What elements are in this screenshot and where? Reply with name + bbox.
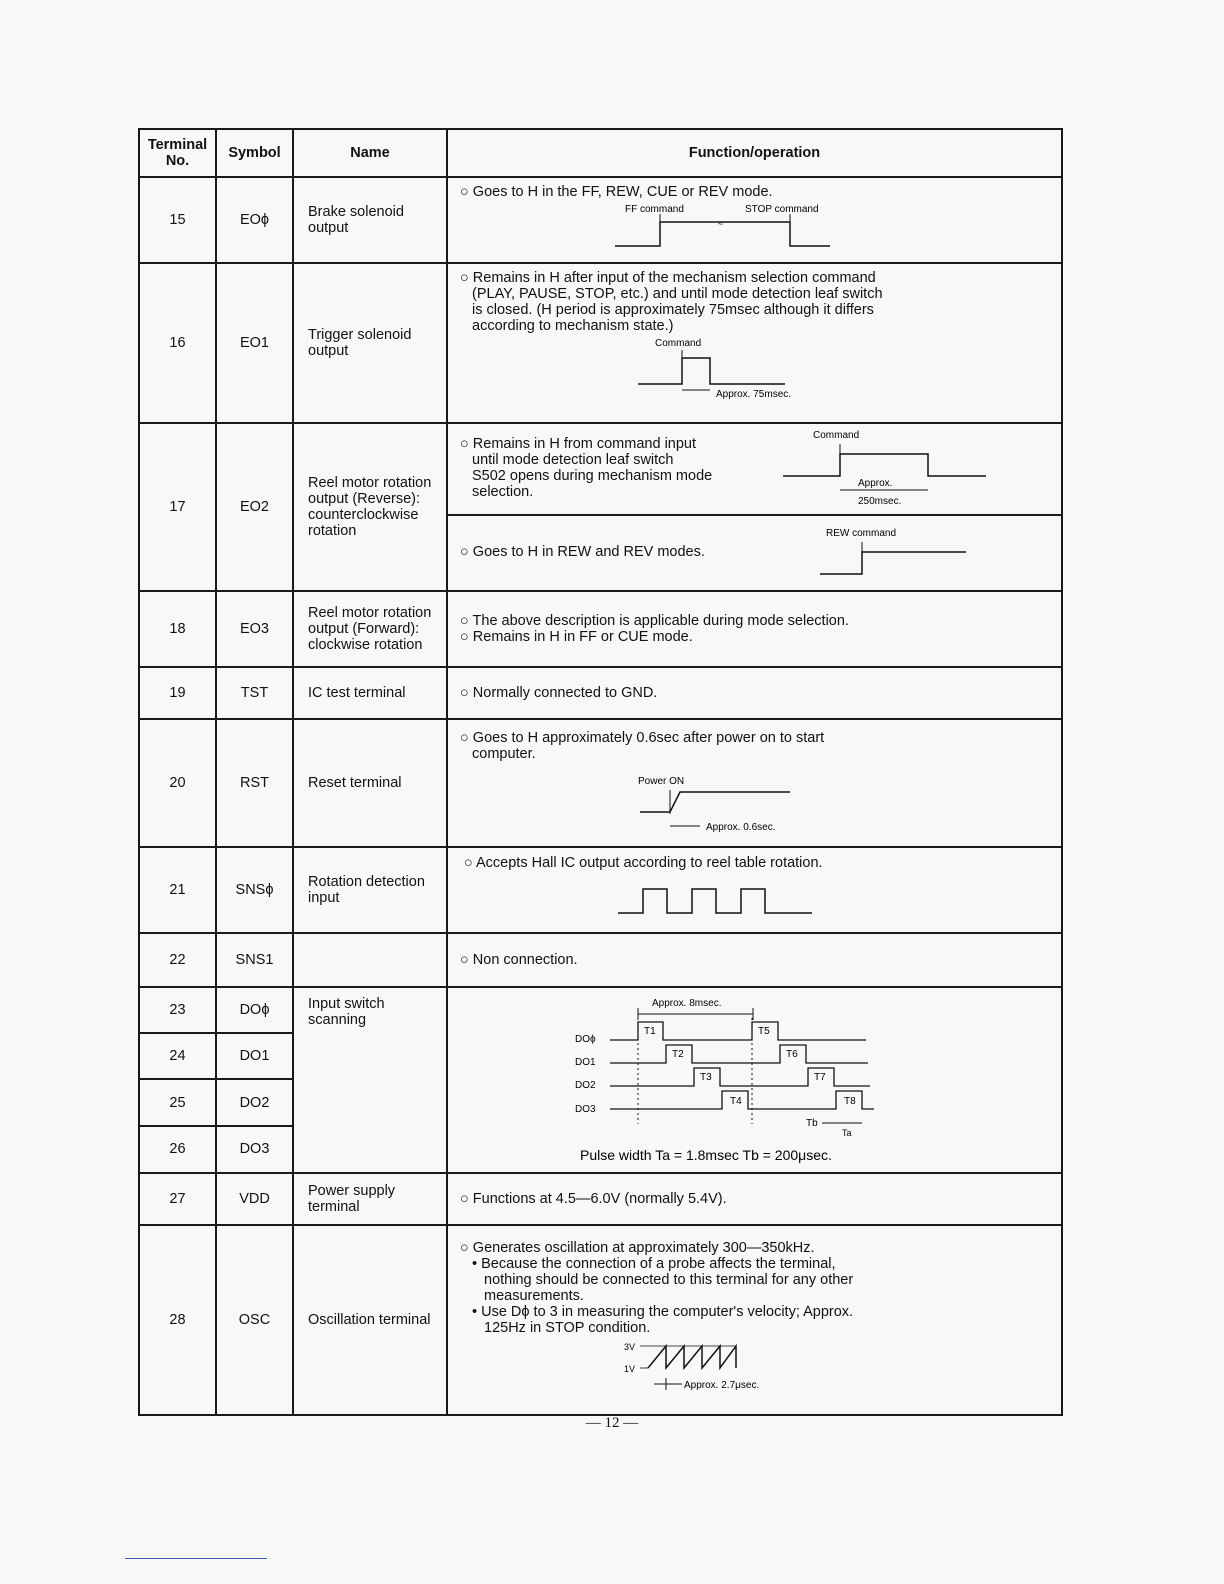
diagram-label: REW command — [826, 528, 897, 539]
table-row — [139, 1173, 1062, 1225]
header-terminal: Terminal No. — [139, 129, 216, 177]
function-text: ○ The above description is applicable during mode selection. — [460, 613, 849, 629]
timing-diagram — [778, 424, 1008, 512]
svg-text:≈: ≈ — [718, 218, 723, 228]
terminal-symbol: DO2 — [216, 1079, 293, 1125]
pulse-label: T1 — [644, 1026, 656, 1037]
terminal-function — [447, 263, 1062, 423]
function-subcell — [448, 514, 1061, 590]
terminal-symbol: SNSϕ — [216, 847, 293, 933]
terminal-number: 16 — [139, 263, 216, 423]
terminal-name: Trigger solenoid output — [293, 263, 447, 423]
terminal-function — [447, 423, 1062, 591]
terminal-name: Oscillation terminal — [293, 1225, 447, 1415]
terminal-name: Input switch scanning — [293, 987, 447, 1173]
diagram-label: Approx. 2.7μsec. — [684, 1380, 760, 1391]
function-text: ○ Normally connected to GND. — [460, 685, 658, 701]
terminal-number: 23 — [139, 987, 216, 1033]
table-row — [139, 423, 1062, 591]
timing-diagram — [460, 200, 1050, 252]
function-text: is closed. (H period is approximately 75msec although it differs — [472, 302, 874, 318]
header-row — [139, 129, 1062, 177]
function-text: nothing should be connected to this terminal for any other — [484, 1272, 854, 1288]
pulse-label: Tb — [806, 1118, 818, 1129]
function-text: until mode detection leaf switch — [472, 452, 674, 468]
pulse-label: T7 — [814, 1072, 826, 1083]
table-row — [139, 719, 1062, 847]
terminal-number: 21 — [139, 847, 216, 933]
diagram-label: Approx. 8msec. — [652, 998, 722, 1009]
terminal-name: Rotation detection input — [293, 847, 447, 933]
terminal-symbol: SNS1 — [216, 933, 293, 987]
signal-label: DO2 — [575, 1080, 596, 1091]
function-text: • Use Dϕ to 3 in measuring the computer's velocity; Approx. — [472, 1304, 854, 1320]
function-text: 125Hz in STOP condition. — [484, 1320, 651, 1336]
diagram-label: 3V — [624, 1342, 636, 1352]
terminal-function — [447, 1225, 1062, 1415]
pulse-label: T8 — [844, 1096, 856, 1107]
function-text: ○ Remains in H after input of the mechanism selection command — [460, 270, 876, 286]
terminal-symbol: TST — [216, 667, 293, 719]
timing-diagram — [460, 334, 1050, 412]
function-subcell — [448, 424, 1061, 514]
terminal-symbol: EOϕ — [216, 177, 293, 263]
terminal-function — [447, 591, 1062, 667]
signal-label: DOϕ — [575, 1034, 596, 1045]
pulse-label: T6 — [786, 1049, 798, 1060]
terminal-symbol: RST — [216, 719, 293, 847]
pulse-width-text: Pulse width Ta = 1.8msec Tb = 200μsec. — [580, 1147, 832, 1163]
pulse-label: T2 — [672, 1049, 684, 1060]
terminal-number: 15 — [139, 177, 216, 263]
diagram-label: STOP command — [745, 204, 819, 215]
diagram-label: Approx. 0.6sec. — [706, 822, 776, 832]
function-text: ○ Remains in H in FF or CUE mode. — [460, 629, 693, 645]
diagram-label: Approx. — [858, 478, 893, 489]
table-row — [139, 263, 1062, 423]
oscillation-diagram — [460, 1336, 1050, 1396]
function-text: ○ Non connection. — [460, 952, 578, 968]
function-text: S502 opens during mechanism mode — [472, 468, 713, 484]
terminal-number: 27 — [139, 1173, 216, 1225]
function-text: ○ Goes to H in the FF, REW, CUE or REV mode. — [460, 184, 773, 200]
pulse-label: T5 — [758, 1026, 770, 1037]
terminal-function — [447, 1173, 1062, 1225]
function-text: ○ Remains in H from command input — [460, 436, 697, 452]
function-text: computer. — [472, 746, 536, 762]
terminal-number: 24 — [139, 1033, 216, 1079]
terminal-symbol: EO1 — [216, 263, 293, 423]
function-text: (PLAY, PAUSE, STOP, etc.) and until mode detection leaf switch — [472, 286, 883, 302]
terminal-symbol: EO2 — [216, 423, 293, 591]
terminal-name: Reel motor rotation output (Reverse): counterclockwise rotation — [293, 423, 447, 591]
function-text: • Because the connection of a probe affects the terminal, — [472, 1256, 836, 1272]
terminal-function — [447, 987, 1062, 1173]
terminal-name: Brake solenoid output — [293, 177, 447, 263]
function-text: ○ Generates oscillation at approximately 300—350kHz. — [460, 1240, 815, 1256]
terminal-function — [447, 667, 1062, 719]
table-row — [139, 847, 1062, 933]
terminal-symbol: VDD — [216, 1173, 293, 1225]
diagram-label: FF command — [625, 204, 684, 215]
table-row — [139, 1225, 1062, 1415]
terminal-number: 28 — [139, 1225, 216, 1415]
table-row — [139, 667, 1062, 719]
function-text: ○ Goes to H approximately 0.6sec after power on to start — [460, 730, 825, 746]
table-row — [139, 933, 1062, 987]
pulse-label: Ta — [842, 1128, 852, 1138]
timing-diagram — [460, 762, 1050, 832]
terminal-number: 17 — [139, 423, 216, 591]
terminal-number: 19 — [139, 667, 216, 719]
function-text: ○ Goes to H in REW and REV modes. — [460, 544, 705, 560]
diagram-label: 1V — [624, 1364, 636, 1374]
table-row — [139, 177, 1062, 263]
function-text: according to mechanism state.) — [472, 318, 674, 334]
terminal-number: 18 — [139, 591, 216, 667]
timing-diagram — [818, 516, 998, 588]
diagram-label: Command — [813, 430, 860, 441]
terminal-symbol: DO1 — [216, 1033, 293, 1079]
terminal-number: 20 — [139, 719, 216, 847]
pulse-diagram — [460, 871, 1050, 921]
terminal-name: Reel motor rotation output (Forward): clockwise rotation — [293, 591, 447, 667]
signal-label: DO1 — [575, 1057, 596, 1068]
terminal-symbol: OSC — [216, 1225, 293, 1415]
signal-label: DO3 — [575, 1104, 596, 1115]
pulse-label: T3 — [700, 1072, 712, 1083]
function-text: ○ Accepts Hall IC output according to reel table rotation. — [464, 855, 823, 871]
diagram-label: 250msec. — [858, 496, 902, 507]
terminal-name: Power supply terminal — [293, 1173, 447, 1225]
terminal-name: Reset terminal — [293, 719, 447, 847]
page-number: — 12 — — [585, 1415, 639, 1431]
function-text: selection. — [472, 484, 534, 500]
header-name: Name — [293, 129, 447, 177]
pulse-label: T4 — [730, 1096, 742, 1107]
diagram-label: Approx. 75msec. — [716, 389, 792, 400]
header-function: Function/operation — [447, 129, 1062, 177]
header-symbol: Symbol — [216, 129, 293, 177]
table-row — [139, 591, 1062, 667]
function-text: measurements. — [484, 1288, 584, 1304]
terminal-table — [138, 128, 1063, 1416]
terminal-name: IC test terminal — [293, 667, 447, 719]
function-text: ○ Functions at 4.5—6.0V (normally 5.4V). — [460, 1191, 727, 1207]
terminal-function — [447, 719, 1062, 847]
terminal-symbol: DO3 — [216, 1126, 293, 1173]
terminal-number: 22 — [139, 933, 216, 987]
terminal-function — [447, 177, 1062, 263]
diagram-label: Command — [655, 338, 702, 349]
terminal-symbol: EO3 — [216, 591, 293, 667]
diagram-label: Power ON — [638, 776, 685, 787]
terminal-symbol: DOϕ — [216, 987, 293, 1033]
terminal-number: 26 — [139, 1126, 216, 1173]
terminal-name — [293, 933, 447, 987]
scan-timing-diagram — [448, 988, 1061, 1168]
terminal-number: 25 — [139, 1079, 216, 1125]
terminal-function — [447, 847, 1062, 933]
table-row — [139, 987, 1062, 1033]
terminal-function — [447, 933, 1062, 987]
footer-rule — [125, 1558, 267, 1559]
